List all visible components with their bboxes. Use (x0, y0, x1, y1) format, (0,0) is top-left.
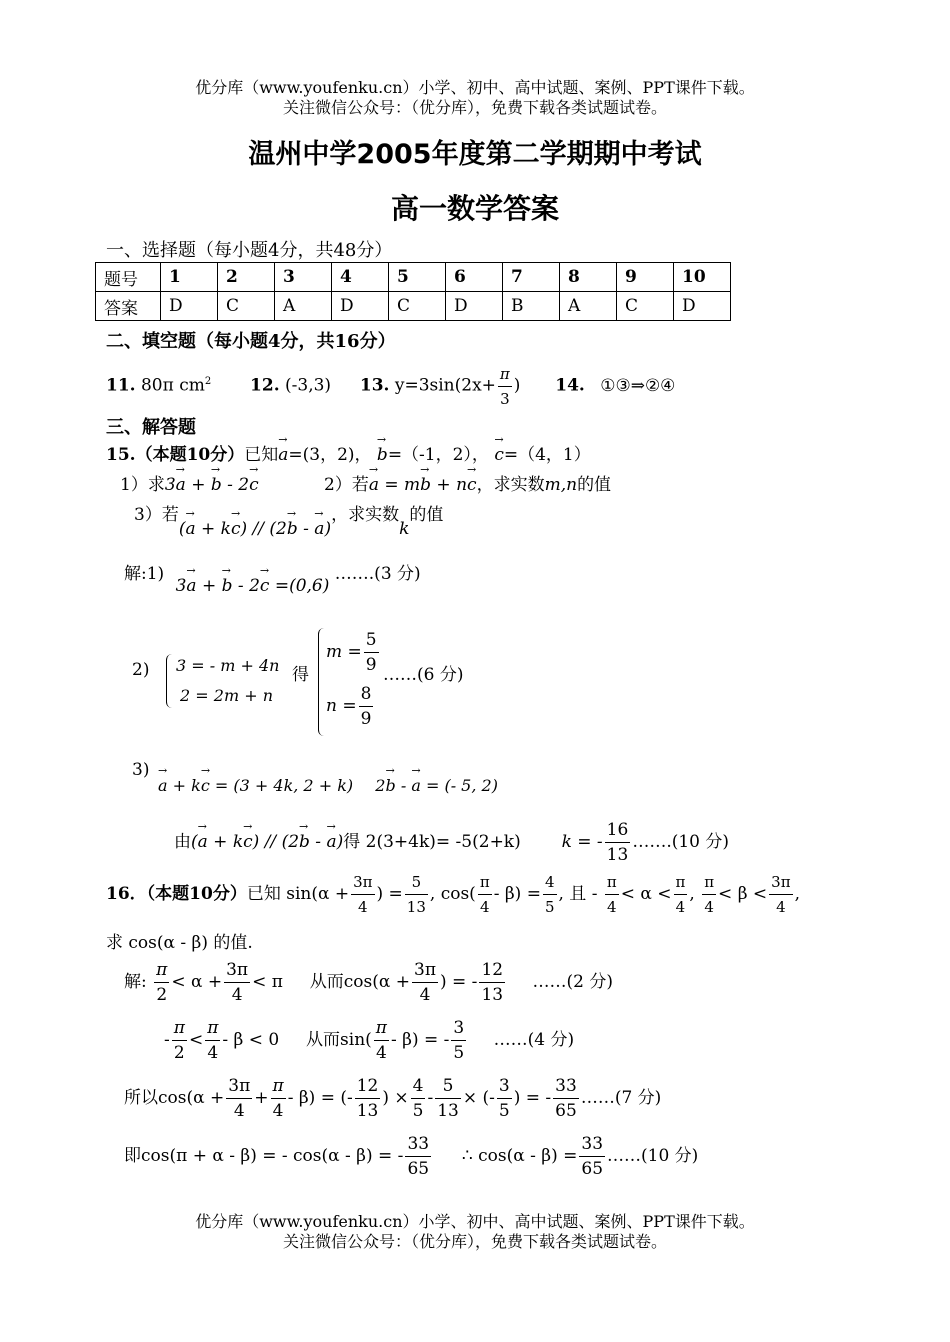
section1-heading: 一、选择题（每小题4分，共48分） (106, 240, 393, 261)
header-line-2: 关注微信公众号：（优分库），免费下载各类试题试卷。 (282, 98, 667, 117)
q15-solution-3-label: 3) (132, 760, 150, 780)
table-cell: 2 (218, 263, 275, 292)
q15-part2: 2）若→ a = m→ b + n→ c，求实数m,n的值 (324, 470, 611, 495)
q11-sup: 2 (204, 376, 212, 387)
q16-step-1: 解: $\frac{\pi}{2}$ < α + $\frac{3\pi}{4}$ < π 从而cos(α + $\frac{3\pi}{4}$ ) = - $\frac{12}{13}$ ……(2 分) (124, 960, 613, 1005)
table-cell: 9 (617, 263, 674, 292)
brace-left (166, 654, 173, 708)
q14-number: 14. (555, 375, 585, 396)
q12-answer: (-3,3) (285, 375, 332, 396)
footer-line-1: 优分库（www.youfenku.cn）小学、初中、高中试题、案例、PPT课件下载。 (195, 1212, 755, 1231)
table-row (96, 292, 731, 321)
q15-score-2: ……(6 分) (383, 665, 464, 685)
q15-solution-2-label: 2) (132, 660, 150, 680)
q12-number: 12. (250, 375, 280, 396)
q15-part3: 3）若(→ a + k→ c) // (2→ b - → a)，求实数k的值 (134, 500, 443, 525)
system-eq-2: 2 = 2m + n (180, 686, 273, 705)
q16-step-3: 所以cos(α + $\frac{3\pi}{4}$ + $\frac{\pi}{4}$ - β) = (- $\frac{12}{13}$ ) × $\frac{4}{5}$ - $\frac{5}{13}$ × (- $\frac{3}{5}$ ) = - $\frac{33}{65}$ ……(7 分) (124, 1076, 662, 1121)
q15-statement: 15.（本题10分）已知→ a=(3，2)， → b=（-1，2）， → c=（4，1） (106, 440, 591, 465)
q16-step-2: - $\frac{\pi}{2}$ < $\frac{\pi}{4}$ - β < 0 从而sin( $\frac{\pi}{4}$ - β) = - $\frac{3}{5}$ ……(4 分) (164, 1018, 575, 1063)
brace-right (318, 628, 325, 736)
page-title: 温州中学2005年度第二学期期中考试 (248, 139, 702, 170)
table-cell: C (617, 292, 674, 321)
q11-answer: 80π cm (140, 375, 205, 396)
q13-answer: y=3sin(2x+ (394, 375, 496, 396)
table-row (96, 263, 731, 292)
table-cell: 5 (389, 263, 446, 292)
q11-number: 11. (106, 375, 136, 396)
de-text: 得 (292, 665, 309, 685)
table-cell: 1 (161, 263, 218, 292)
table-cell: 8 (560, 263, 617, 292)
table-cell: D (161, 292, 218, 321)
q15-solution-3-conclusion: 由(→ a + k→ c) // (2→ b - → a)得 2(3+4k)= -5(2+k) k = - $\frac{16}{13}$ …….(10 分) (174, 818, 729, 867)
section2-heading: 二、填空题（每小题4分，共16分） (106, 331, 396, 352)
q16-ask: 求 cos(α - β) 的值. (106, 933, 253, 953)
table-cell: 10 (674, 263, 731, 292)
header-line-1: 优分库（www.youfenku.cn）小学、初中、高中试题、案例、PPT课件下载。 (195, 78, 755, 97)
row-label-number: 题号 (96, 263, 161, 292)
table-cell: A (275, 292, 332, 321)
q15-part1: 1）求3→ a + → b - 2→ c (120, 470, 259, 495)
table-cell: C (218, 292, 275, 321)
q16-step-4: 即cos(π + α - β) = - cos(α - β) = - $\frac{33}{65}$ ∴ cos(α - β) = $\frac{33}{65}$ ……(10 分) (124, 1134, 699, 1179)
q14-answer: ①③⇒②④ (600, 375, 676, 396)
n-solution: n = $\frac{8}{9}$ (326, 684, 372, 729)
q13-number: 13. (359, 375, 390, 396)
table-cell: 3 (275, 263, 332, 292)
system-eq-1: 3 = - m + 4n (176, 656, 280, 675)
table-cell: D (674, 292, 731, 321)
table-cell: B (503, 292, 560, 321)
table-cell: A (560, 292, 617, 321)
table-cell: C (389, 292, 446, 321)
table-cell: 7 (503, 263, 560, 292)
table-cell: D (446, 292, 503, 321)
answer-table (95, 262, 731, 321)
m-solution: m = $\frac{5}{9}$ (326, 630, 377, 675)
table-cell: 4 (332, 263, 389, 292)
fill-blank-answers: 11. 80π $cm^2$ 12. (-3,3) 13. y=3sin(2x+ $\frac{\pi}{3}$ ) 14. ①③⇒②④ (106, 358, 675, 411)
footer-line-2: 关注微信公众号：（优分库），免费下载各类试题试卷。 (282, 1232, 667, 1251)
table-cell: D (332, 292, 389, 321)
page-subtitle: 高一数学答案 (390, 192, 559, 225)
q16-statement: 16．（本题10分）已知 sin(α + $\frac{3\pi}{4}$ ) = $\frac{5}{13}$ , cos( $\frac{\pi}{4}$ - β) = $\frac{4}{5}$ , 且 - $\frac{\pi}{4}$ < α < $\frac{\pi}{4}$ , $\frac{\pi}{4}$ < β < $\frac{3\pi}{4}$ , (106, 870, 800, 919)
row-label-answer: 答案 (96, 292, 161, 321)
table-cell: 6 (446, 263, 503, 292)
q13-fraction: $\frac{\pi}{3}$ (498, 362, 512, 411)
section3-heading: 三、解答题 (106, 417, 196, 438)
q15-solution-1: 解:1) 3→ a + → b - 2→ c =(0,6) …….(3 分) (124, 559, 421, 584)
q15-solution-3-eq: → a + k→ c = (3 + 4k, 2 + k) 2→ b - → a = (- 5, 2) (158, 776, 498, 795)
